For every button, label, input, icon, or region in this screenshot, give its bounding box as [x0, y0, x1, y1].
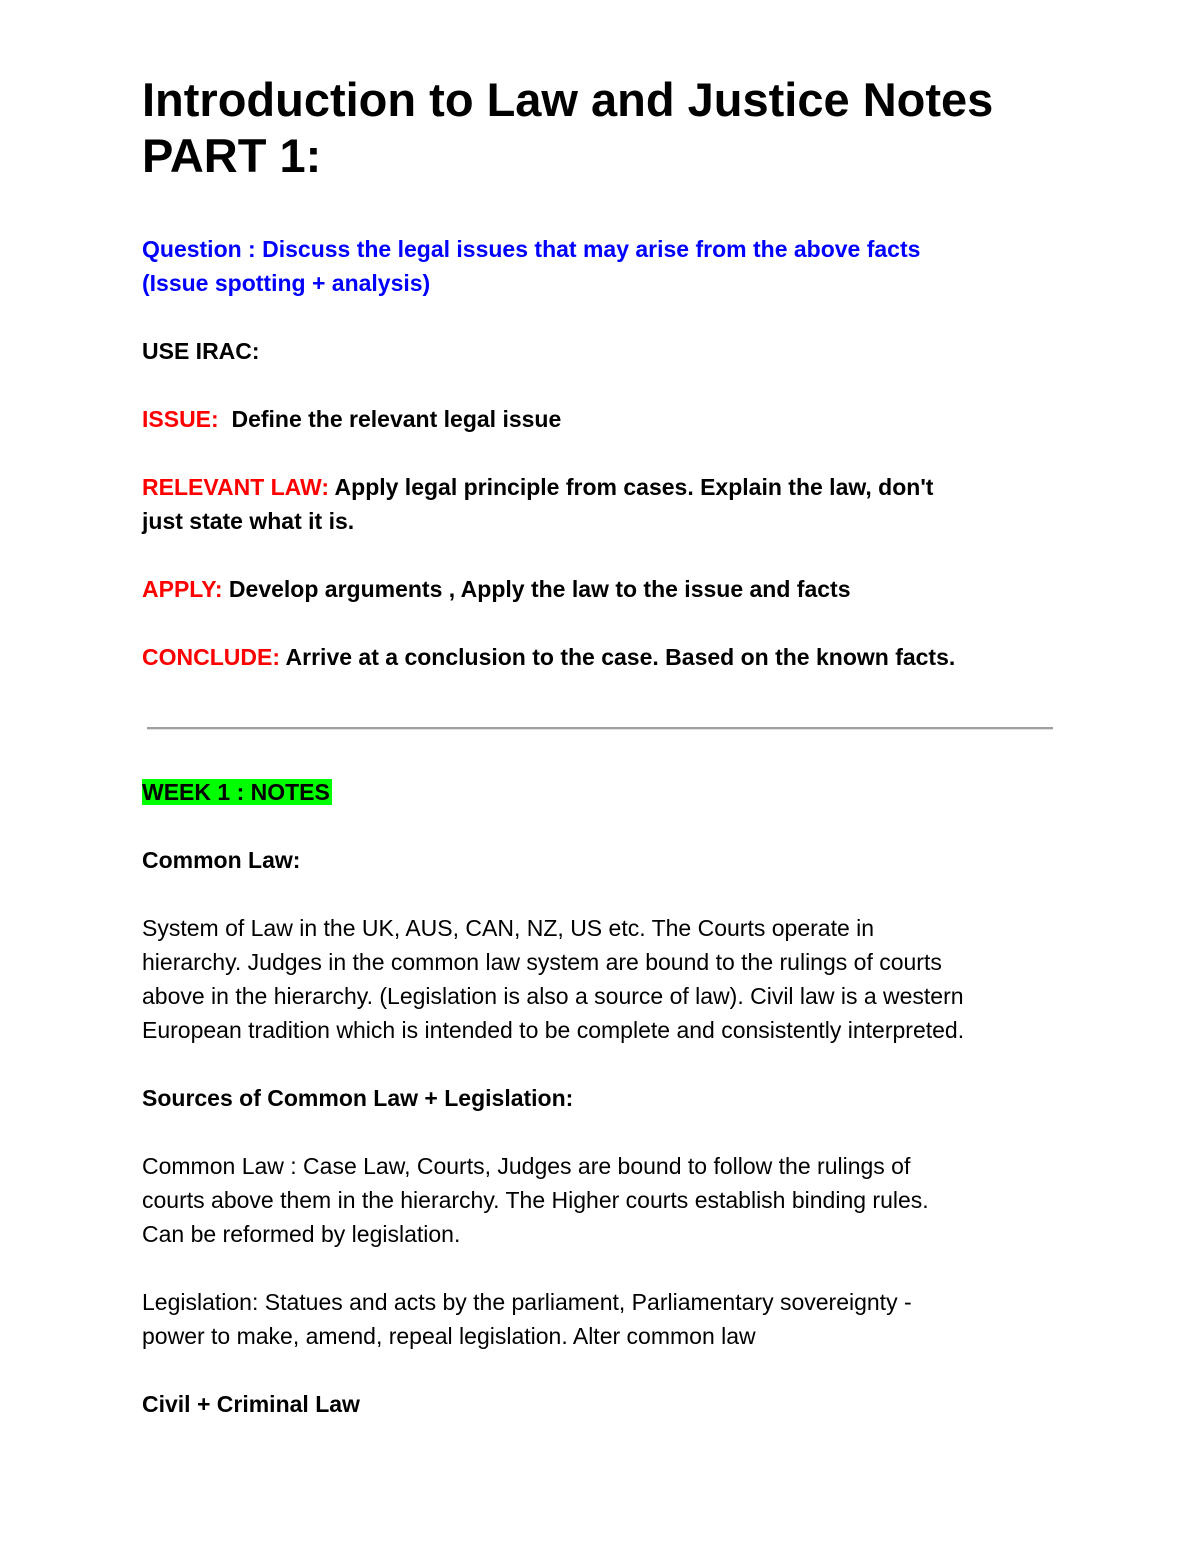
document-title-line-1: Introduction to Law and Justice Notes [142, 73, 994, 126]
sources-common-law-paragraph [142, 1149, 1060, 1251]
week-1-heading-line [142, 775, 1060, 809]
irac-apply-label: APPLY: [142, 576, 223, 602]
sources-legislation-line: power to make, amend, repeal legislation. Alter common law [142, 1323, 756, 1349]
irac-law [142, 470, 1060, 504]
civil-criminal-heading: Civil + Criminal Law [142, 1391, 360, 1417]
irac-issue-label: ISSUE: [142, 406, 219, 432]
document-title-line-2: PART 1: [142, 129, 322, 182]
document-page [142, 72, 1060, 1421]
common-law-line: above in the hierarchy. (Legislation is also a source of law). Civil law is a western [142, 983, 964, 1009]
irac-conclude [142, 640, 1060, 674]
irac-apply [142, 572, 1060, 606]
irac-conclude-label: CONCLUDE: [142, 644, 280, 670]
common-law-paragraph [142, 911, 1060, 1047]
common-law-heading: Common Law: [142, 847, 301, 873]
sources-legislation-paragraph [142, 1285, 1060, 1353]
irac-law-text-line-2: just state what it is. [142, 508, 355, 534]
irac-conclude-text: Arrive at a conclusion to the case. Based on the known facts. [285, 644, 956, 670]
question-line-1: Question : Discuss the legal issues that may arise from the above facts [142, 236, 921, 262]
irac-issue [142, 402, 1060, 436]
irac-apply-text: Develop arguments , Apply the law to the issue and facts [228, 576, 851, 602]
question-line-2: (Issue spotting + analysis) [142, 270, 431, 296]
sources-legislation-line: Legislation: Statues and acts by the parliament, Parliamentary sovereignty - [142, 1289, 912, 1315]
sources-common-law-line: Common Law : Case Law, Courts, Judges are bound to follow the rulings of [142, 1153, 911, 1179]
common-law-line: hierarchy. Judges in the common law system are bound to the rulings of courts [142, 949, 942, 975]
irac-law-label: RELEVANT LAW: [142, 474, 329, 500]
week-1-heading: WEEK 1 : NOTES [142, 779, 330, 805]
sources-heading: Sources of Common Law + Legislation: [142, 1085, 574, 1111]
common-law-line: European tradition which is intended to be complete and consistently interpreted. [142, 1017, 965, 1043]
sources-common-law-line: courts above them in the hierarchy. The Higher courts establish binding rules. [142, 1187, 929, 1213]
irac-law-text-line-1: Apply legal principle from cases. Explain the law, don't [334, 474, 934, 500]
irac-issue-text: Define the relevant legal issue [231, 406, 562, 432]
use-irac-heading: USE IRAC: [142, 338, 260, 364]
common-law-line: System of Law in the UK, AUS, CAN, NZ, US etc. The Courts operate in [142, 915, 875, 941]
sources-common-law-line: Can be reformed by legislation. [142, 1221, 461, 1247]
horizontal-divider [147, 727, 1053, 730]
